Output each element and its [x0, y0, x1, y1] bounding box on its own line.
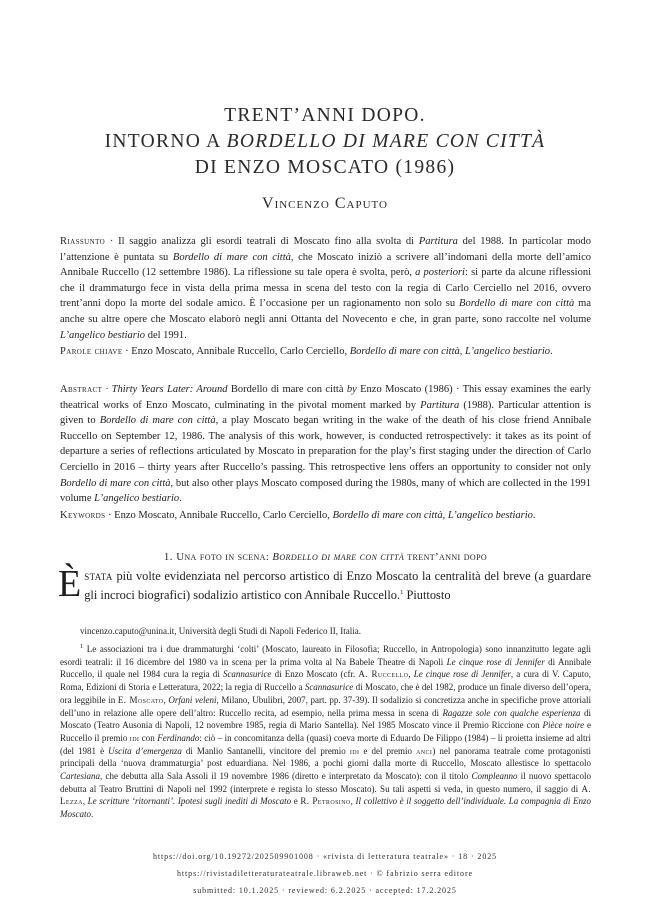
fn-text: e	[291, 796, 301, 807]
keywords-end: .	[532, 510, 536, 521]
fn-italic: Compleanno	[471, 771, 518, 782]
abstract-text: Bordello di mare con città	[230, 384, 344, 395]
abstract-italic: · Thirty Years Later: Around	[102, 384, 231, 395]
fn-text: .	[91, 809, 94, 820]
fn-text: , a cura di V. Caputo, Roma, Edizioni di Storia e Letteratura, 2022; la regia di Ruccello a	[60, 669, 592, 693]
fn-smallcaps: idi	[129, 732, 140, 743]
riassunto-italic: Partitura	[418, 236, 458, 247]
footer-dates: submitted: 10.1.2025 · reviewed: 6.2.2025 · accepted: 17.2.2025	[193, 886, 457, 895]
fn-text: Le associazioni tra i due drammaturghi ‘colti’ (Moscato, laureato in Filosofia; Ruccello, in Antropologia) sono innanzitutto legate agli esordi teatrali: il 16 dicembre del 1980 va in scena per la prima volta al Na Babele Theatre di Napoli	[60, 644, 591, 667]
fn-text: di Enzo Moscato (cfr.	[271, 669, 359, 680]
body-paragraph	[58, 563, 591, 605]
fn-smallcaps: idi	[349, 745, 360, 756]
title-play-name: BORDELLO DI MARE CON CITTÀ	[226, 131, 546, 152]
fn-text: di Annibale Ruccello, il quale nel 1984 cura la regia di	[60, 656, 592, 680]
abstract-text: .	[179, 493, 182, 505]
riassunto-italic: a posteriori	[415, 267, 465, 279]
keywords-text: · Enzo Moscato, Annibale Ruccello, Carlo Cerciello,	[105, 510, 333, 521]
footer-doi[interactable]: https://doi.org/10.19272/202509901008 · «rivista di letteratura teatrale» · 18 · 2025	[152, 852, 498, 861]
abstract-italic: Bordello di mare con città	[60, 477, 171, 489]
footnote-ref[interactable]: 1	[400, 588, 404, 596]
keywords	[60, 508, 591, 524]
fn-italic: Le cinque rose di Jennifer	[413, 669, 511, 680]
parole-chiave-italic: Bordello di mare con città, L’angelico bestiario	[349, 346, 551, 357]
body-text-cont: Piuttosto	[403, 587, 451, 602]
fn-text: di Manlio Santanelli, vincitore del premio	[181, 745, 350, 756]
fn-italic: Le cinque rose di Jennifer	[446, 656, 545, 667]
fn-italic: Scannasurice	[222, 669, 272, 680]
title-line-3: DI ENZO MOSCATO (1986)	[194, 157, 456, 178]
fn-text: e Ruccello il premio	[60, 720, 591, 743]
fn-text: di Moscato (Teatro Ausonia di Napoli, 12 novembre 1985, regia di Mario Santella). Nel 1985 Moscato vince il Premio Riccione con	[60, 707, 591, 731]
abstract-label: Abstract	[60, 384, 103, 395]
fn-italic: Orfani veleni	[168, 694, 217, 705]
parole-chiave-text: · Enzo Moscato, Annibale Ruccello, Carlo Cerciello,	[122, 346, 350, 357]
body-text: più volte evidenziata nel percorso artistico di Enzo Moscato la centralità del breve (a guardare gli incroci biografici) sodalizio artistico con Annibale Ruccello.	[84, 569, 591, 602]
fn-italic: Il collettivo è il soggetto dell’individuale. La compagnia di Enzo Moscato	[60, 796, 592, 820]
section-title-italic: Bordello di mare con città	[272, 551, 405, 563]
section-title: Una foto in scena:	[176, 551, 273, 563]
author-affiliation: vincenzo.caputo@unina.it, Università degli Studi di Napoli Federico II, Italia.	[80, 626, 361, 636]
fn-text: , Milano, Ubulibri, 2007, part. pp. 37-39). Il sodalizio si concretizza anche in specifiche prove attoriali dell’uno in relazione alle opere dell’altro: Ruccello recita, ad esempio, nella prima messa in scena di	[60, 694, 592, 718]
title-line-2-prefix: INTORNO A	[104, 131, 227, 152]
fn-italic: Le scritture ‘ritornanti’. Ipotesi sugli inediti di Moscato	[87, 796, 292, 807]
fn-italic: Ragazze sole con qualche esperienza	[442, 707, 581, 718]
fn-italic: Uscita d’emergenza	[108, 745, 182, 756]
abstract-text: (1988). Particular attention is given to	[60, 399, 591, 427]
fn-text: ,	[408, 669, 414, 680]
fn-text: , che debutta alla Sala Assoli il 19 novembre 1986 (diretto e interpretato da Moscato): con il titolo	[100, 771, 472, 782]
abstract-text: , but also other plays Moscato composed during the 1980s, many of which are collected in the 1991 volume	[60, 477, 591, 505]
riassunto-text: del 1988. In particolar modo l’attenzione è puntata su	[60, 236, 592, 263]
body-smallcaps-start: stata	[84, 569, 113, 583]
title-line-2	[0, 130, 650, 154]
fn-italic: Cartesiana	[60, 771, 101, 782]
riassunto-text: del 1991.	[145, 329, 187, 341]
parole-chiave-end: .	[550, 346, 553, 357]
riassunto-italic: Bordello di mare con città	[459, 298, 575, 310]
keywords-label: Keywords	[60, 510, 106, 521]
footnote-number: 1	[80, 643, 84, 650]
fn-italic: Ferdinando	[157, 732, 200, 743]
fn-text: ) nel panorama teatrale come protagonisti principali della ‘nuova drammaturgia’ post eduardiana. Nel 1986, a pochi giorni dalla morte di Ruccello, Moscato allestisce lo spettacolo	[60, 745, 592, 769]
footnote-1	[60, 641, 591, 821]
abstract-italic: Bordello di mare con città	[99, 415, 216, 427]
riassunto-italic: L’angelico bestiario	[60, 329, 146, 341]
fn-smallcaps: anci	[416, 745, 433, 756]
fn-text: con	[139, 732, 158, 743]
fn-text: e del premio	[359, 745, 417, 756]
section-heading	[60, 551, 591, 563]
keywords-italic: Bordello di mare con città, L’angelico bestiario	[332, 510, 533, 521]
fn-italic: Pièce noire	[542, 720, 585, 731]
abstract-italic: Partitura	[420, 399, 460, 411]
fn-text: ,	[350, 796, 356, 807]
fn-smallcaps: E. Moscato	[117, 694, 164, 705]
fn-italic: Scannasurice	[304, 682, 354, 693]
fn-text: il nuovo spettacolo debutta al Teatro Bruttini di Napoli nel 1992 (interprete e regista lo stesso Moscato). Su tali aspetti si veda, in questo numero, il saggio di	[60, 771, 591, 794]
fn-text: ,	[82, 796, 88, 807]
riassunto-text: ma anche su altre opere che Moscato elaborò negli anni Ottanta del Novecento e che, in gran parte, sono raccolte nel volume	[60, 298, 592, 325]
section-number: 1.	[163, 551, 177, 563]
abstract-text: Enzo Moscato (1986)	[360, 384, 453, 395]
title-line-1: TRENT’ANNI DOPO.	[224, 105, 426, 126]
parole-chiave-label: Parole chiave	[60, 346, 123, 357]
riassunto-text: : si parte da alcune riflessioni che il drammaturgo fece in vista della prima messa in scena del testo con la regia di Carlo Cerciello nel 2016, ovvero trent’anni dopo la morte del sodale amico. È l’occasione per un ragionamento non solo su	[60, 267, 592, 310]
fn-smallcaps: R. Petrosino	[300, 796, 351, 807]
riassunto	[60, 234, 591, 343]
drop-cap: È	[58, 563, 82, 605]
fn-text: : ciò – in concomitanza della (quasi) coeva morte di Eduardo De Filippo (1984) – li proietta insieme ad altri (del 1981 è	[60, 732, 592, 756]
footer-url[interactable]: https://rivistadiletteraturateatrale.libraweb.net · © fabrizio serra editore	[177, 869, 473, 878]
author-name: Vincenzo Caputo	[262, 195, 388, 212]
abstract	[60, 382, 591, 507]
parole-chiave	[60, 344, 591, 360]
abstract-italic: L’angelico bestiario	[94, 493, 180, 505]
abstract-italic: by	[343, 384, 361, 395]
riassunto-italic: Bordello di mare con città	[172, 251, 291, 263]
abstract-text: , a play Moscato began writing in the wake of the death of his close friend Annibale Ruccello on September 12, 1986. The analysis of this work, however, is conducted retrospectively: it takes as its point of departure a series of reflections articulated by Moscato in preparation for the play’s first staging under the direction of Carlo Cerciello in 2016 – thirty years after Ruccello’s passing. This retrospective lens offers an opportunity to consider not only	[60, 415, 591, 473]
section-title-end: trent’anni dopo	[404, 551, 488, 563]
riassunto-label: Riassunto	[60, 236, 106, 247]
fn-text: ,	[163, 694, 169, 705]
fn-text: di Moscato, che è del 1982, produce un finale diverso dell’opera, ora leggibile in	[60, 682, 592, 705]
abstract-text: · This essay examines the early theatrical works of Enzo Moscato, culminating in the pivotal moment marked by	[60, 384, 591, 411]
riassunto-text: , che Moscato iniziò a scrivere all’indomani della morte dell’amico Annibale Ruccello (12 settembre 1986). La riflessione su tale opera è svolta, però,	[60, 251, 591, 279]
fn-smallcaps: A. Lezza	[60, 783, 591, 807]
riassunto-text: · Il saggio analizza gli esordi teatrali di Moscato fino alla svolta di	[105, 236, 419, 247]
fn-smallcaps: A. Ruccello	[358, 669, 409, 680]
